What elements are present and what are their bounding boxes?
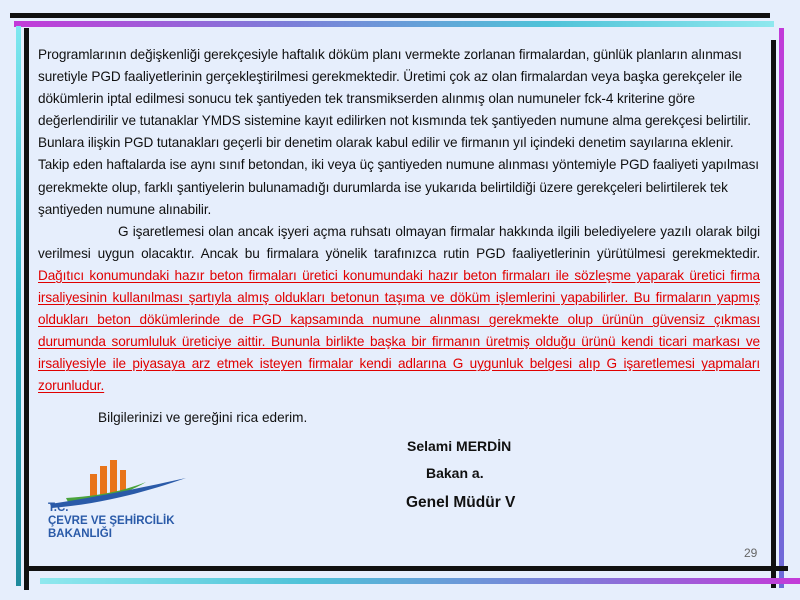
- logo-bar-1: [90, 474, 97, 498]
- logo-bar-4: [120, 470, 126, 492]
- closing-line: Bilgilerinizi ve gereğini rica ederim.: [98, 410, 308, 425]
- signature-name: Selami MERDİN: [407, 438, 512, 454]
- frame-bottom-gradient: [40, 578, 800, 584]
- logo-line-1: T.C.: [48, 502, 69, 514]
- frame-right-gradient: [779, 28, 784, 588]
- signature-title-1: Bakan a.: [426, 465, 484, 481]
- paragraph-plan: Programlarının değişkenliği gerekçesiyle haftalık döküm planı vermekte zorlanan firmalardan, günlük planların alınması suretiyle PGD faaliyetlerinin gerçekleştirilmesi gerekmektedir. Üretimi çok az olan firmalardan veya başka gerekçeler ile dökümlerin iptal edilmesi sonucu tek şantiyeden tek transmikserden alınmış olan numuneler fck-4 kriterine göre değerlendirilir ve tutanaklar YMDS sistemine kayıt edilirken not kısmında tek şantiyeden numune alma gerekçesi belirtilir. Bunlara ilişkin PGD tutanakları geçerli bir denetim olarak kabul edilir ve firmanın yıl içindeki denetim sayılarına eklenir. Takip eden haftalarda ise aynı sınıf betondan, iki veya üç şantiyeden numune alınması yöntemiyle PGD faaliyeti yapılması gerekmekte olup, farklı şantiyelerin bulunamadığı durumlarda ise yukarıda belirtildiği üzere gerekçeleri belirtilerek tek şantiyeden numune alınabilir.: [38, 47, 759, 217]
- frame-bottom-bar: [28, 566, 788, 571]
- highlighted-distributor-text: Dağıtıcı konumundaki hazır beton firmaları üretici konumundaki hazır beton firmaları ile sözleşme yaparak üretici firma irsaliyesinin kullanılması şartıyla almış oldukları betonun taşıma ve döküm işlemlerini yapabilirler. Bu firmaların yapmış oldukları beton dökümlerinde de PGD kapsamında numune alınması gerekmekte olup ürünün güvensiz çıkması durumunda sorumluluk üreticiye aittir. Bununla birlikte başka bir firmanın üretmiş olduğu ürünü kendi ticari markası ve irsaliyesiyle ile piyasaya arz etmek isteyen firmalar kendi adlarına G uygunluk belgesi alıp G işaretlemesi yapmaları zorunludur.: [38, 267, 760, 394]
- slide-body: [38, 44, 760, 398]
- signature-title-2: Genel Müdür V: [406, 494, 516, 511]
- frame-top-bar: [10, 13, 770, 18]
- page-number: 29: [744, 546, 758, 560]
- paragraph-g-mark-text: G işaretlemesi olan ancak işyeri açma ruhsatı olmayan firmalar hakkında ilgili belediyelere yazılı olarak bilgi verilmesi uygun olacaktır. Ancak bu firmalara yönelik tarafınızca rutin PGD faaliyetlerinin yürütülmesi gerekmektedir.: [38, 223, 760, 261]
- frame-left-gradient: [16, 26, 21, 586]
- logo-line-2: ÇEVRE VE ŞEHİRCİLİK: [48, 515, 175, 527]
- logo-line-3: BAKANLIĞI: [48, 528, 112, 540]
- logo-bar-3: [110, 460, 117, 493]
- frame-top-gradient: [14, 21, 774, 27]
- frame-left-bar: [24, 28, 29, 590]
- logo-bar-2: [100, 466, 107, 496]
- frame-right-bar: [771, 40, 776, 588]
- paragraph-g-mark: [38, 221, 760, 398]
- logo-text: [48, 502, 175, 541]
